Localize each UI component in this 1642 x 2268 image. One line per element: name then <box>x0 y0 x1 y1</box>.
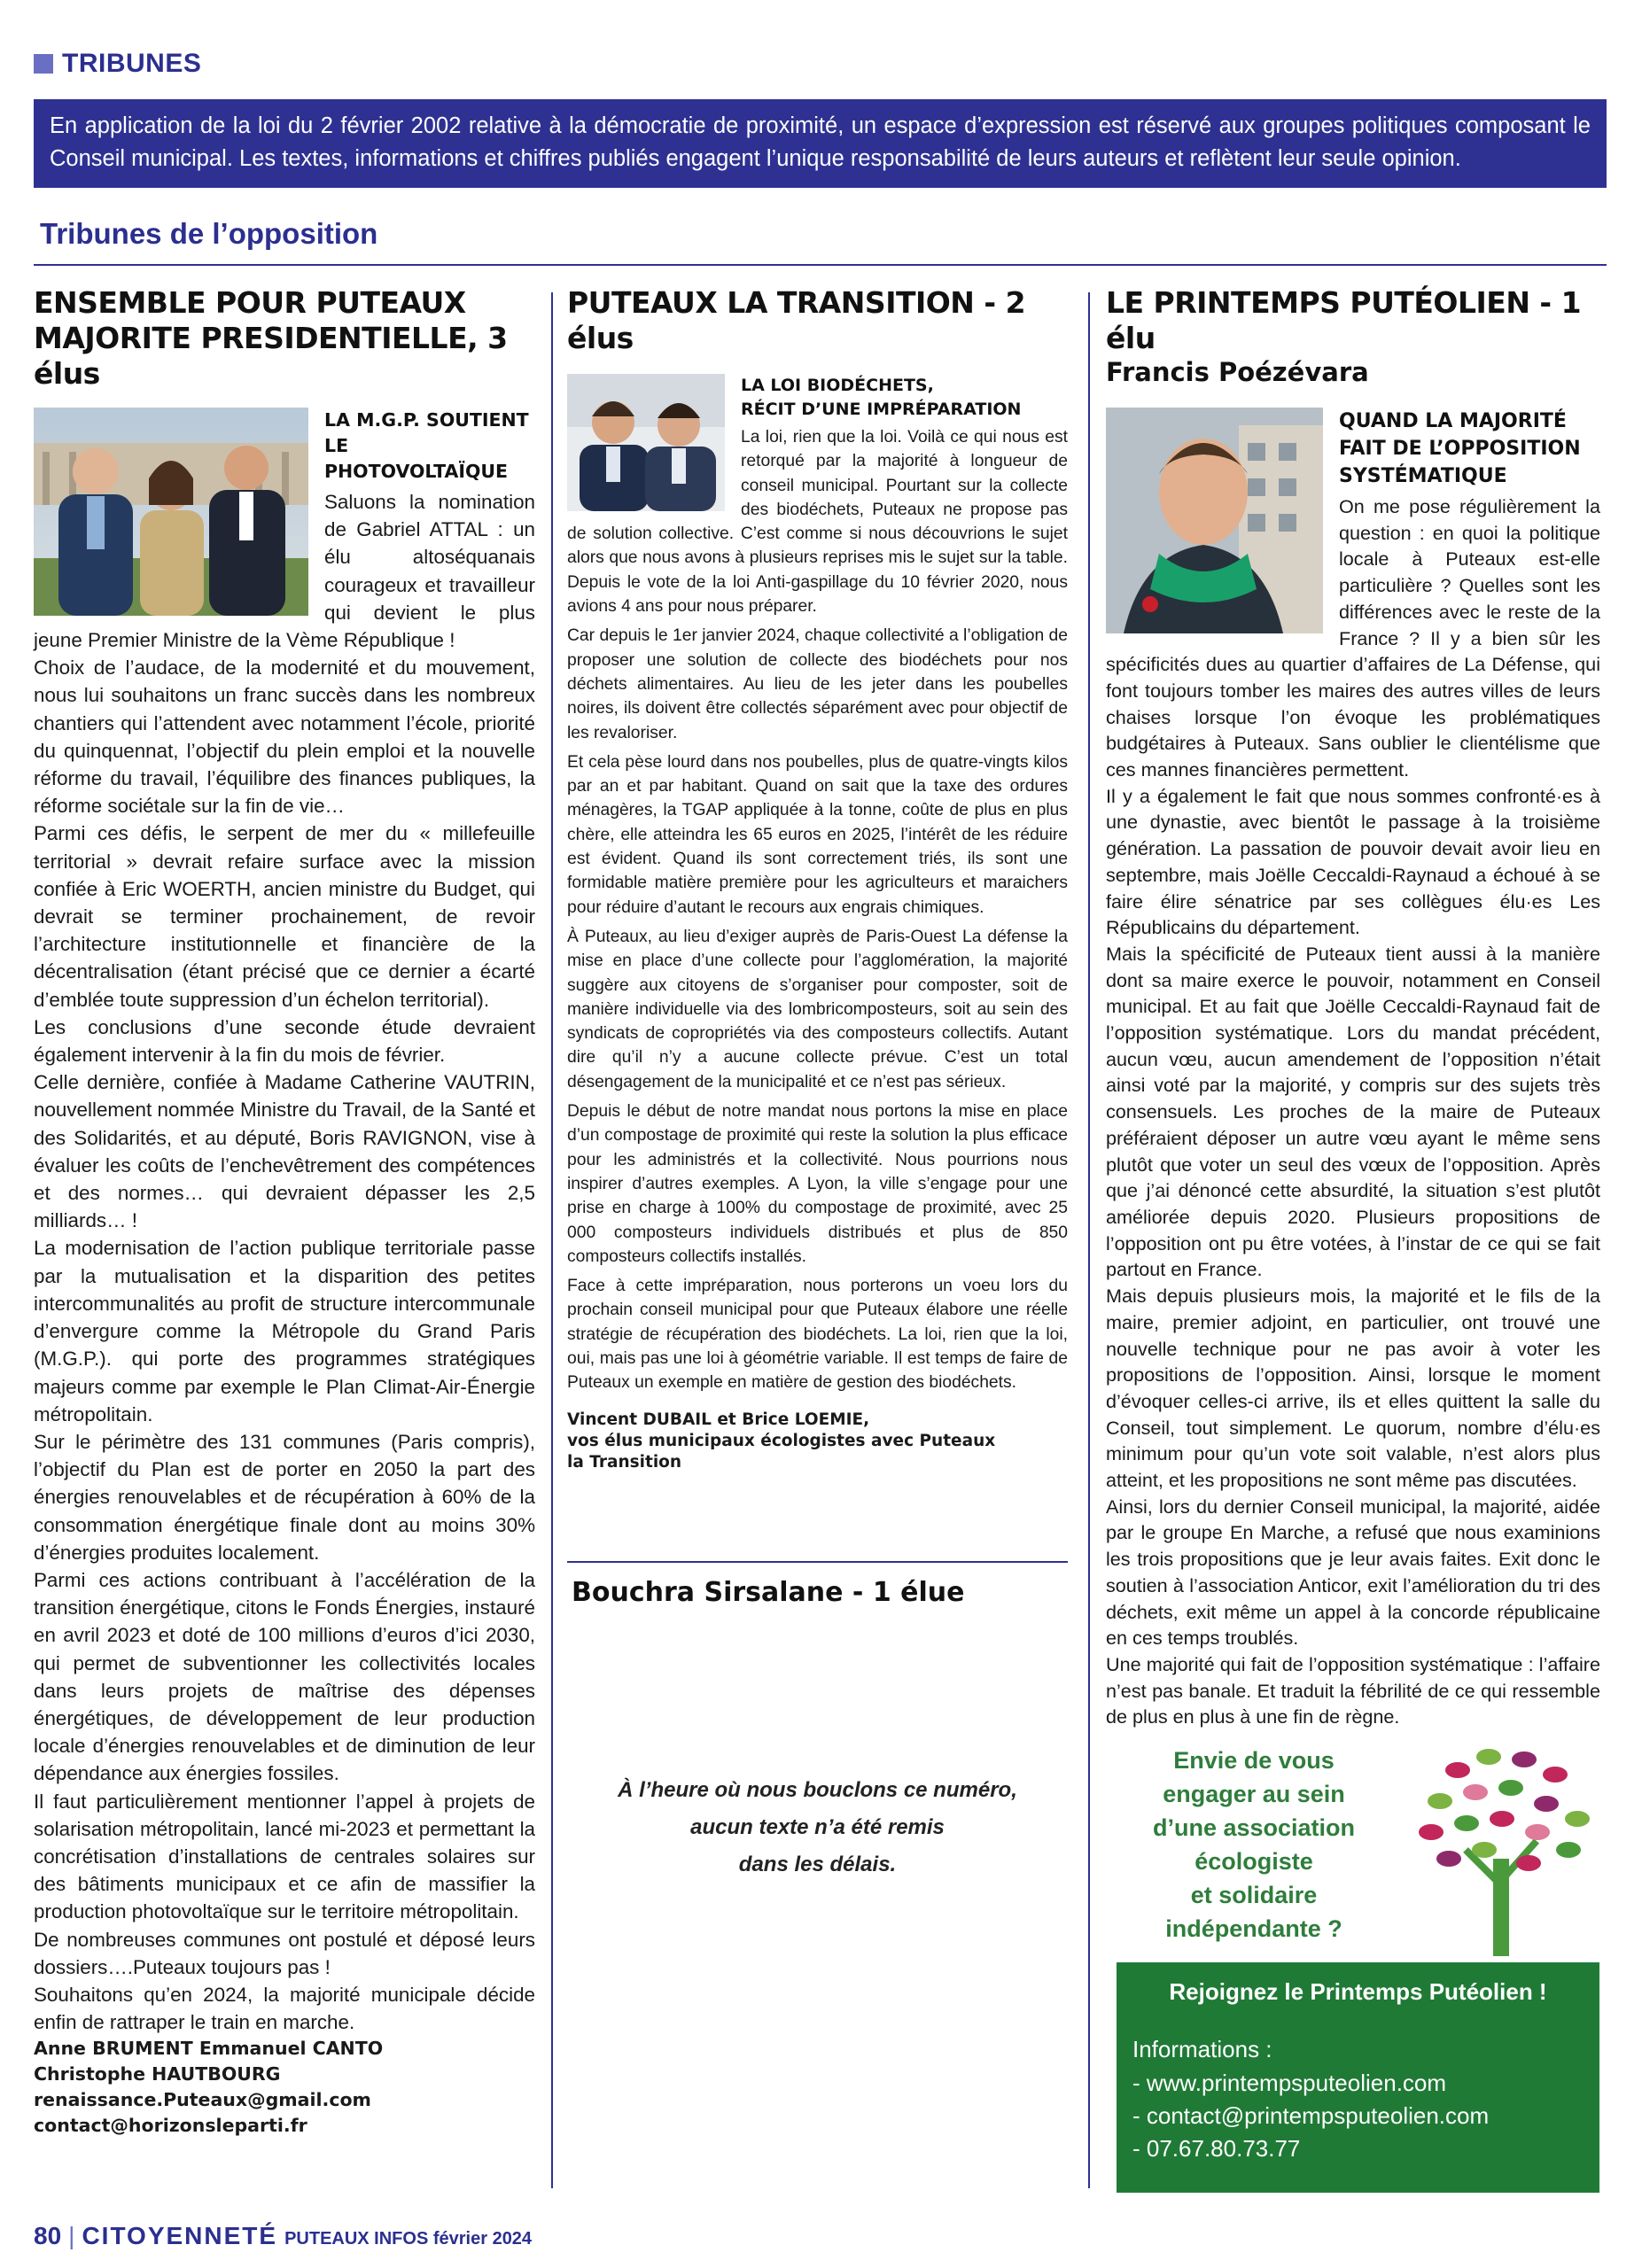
paragraph: Face à cette impréparation, nous porterons un voeu lors du prochain conseil municipal pour que Puteaux élabore une réelle stratégie de récupération des biodéchets. La loi, rien que la loi, oui, mais pas une loi à géométrie variable. Il est temps de faire de Puteaux un exemple en matière de gestion des biodéchets. <box>567 1277 1068 1393</box>
ad-website-link[interactable]: - www.printempsputeolien.com <box>1132 2070 1447 2096</box>
legal-banner: En application de la loi du 2 février 2002 relative à la démocratie de proximité, un espace d’expression est réservé aux groupes politiques composant le Conseil municipal. Les textes, informations et chiffres publiés engagent l’unique responsabilité de leurs auteurs et reflètent leur seule opinion. <box>34 99 1607 188</box>
paragraph: Les conclusions d’une seconde étude devraient également intervenir à la fin du mois de février. <box>34 1015 535 1067</box>
paragraph: Il y a également le fait que nous sommes confronté·es à une dynastie, avec bientôt le passage à la troisième génération. La passation de pouvoir devait avoir lieu en septembre, mais Joëlle Ceccaldi-Raynaud a échoué à se faire élire sénatrice par ses collègues élu·es Les Républicains du département. <box>1106 784 1600 939</box>
email-link[interactable]: renaissance.Puteaux@gmail.com <box>34 2089 371 2111</box>
article-headline: LA M.G.P. SOUTIENT LE PHOTOVOLTAÏQUE <box>324 409 529 482</box>
paragraph: Il faut particulièrement mentionner l’appel à projets de solarisation métropolitain, lancé mi-2023 et permettant la concrétisation d’installations de centrales solaires sur des bâtiments municipaux et ce afin de massifier la production photovoltaïque sur le territoire métropolitain. <box>34 1790 535 1923</box>
tree-icon <box>1405 1735 1599 1956</box>
email-link[interactable]: contact@horizonsleparti.fr <box>34 2115 307 2137</box>
tribune-title: PUTEAUX LA TRANSITION - 2 élus <box>567 285 1026 355</box>
article-headline: QUAND LA MAJORITÉ FAIT DE L’OPPOSITION SYSTÉMATIQUE <box>1339 410 1581 487</box>
paragraph: Parmi ces défis, le serpent de mer du « millefeuille territorial » devrait refaire surface avec la mission confiée à Eric WOERTH, ancien ministre du Budget, qui devrait se terminer prochainement, de revoir l’architecture institutionnelle et financière de la décentralisation (étant précisé que ce dernier a écarté d’emblée toute suppression d’un échelon territorial). <box>34 822 535 1011</box>
footer-section: CITOYENNETÉ <box>82 2222 278 2249</box>
association-ad <box>1112 1735 1599 1956</box>
paragraph: De nombreuses communes ont postulé et déposé leurs dossiers….Puteaux toujours pas ! <box>34 1928 535 1978</box>
paragraph: Choix de l’audace, de la modernité et du mouvement, nous lui souhaitons un franc succès dans les nombreux chantiers qui l’attendent avec notamment l’école, priorité du quinquennat, l’objectif du plein emploi et la nouvelle réforme du travail, l’équilibre des finances publiques, la réforme sociétale sur la fin de vie… <box>34 656 535 818</box>
paragraph: Car depuis le 1er janvier 2024, chaque collectivité a l’obligation de proposer une solution de collecte des biodéchets pour nos déchets alimentaires. Au lieu de les jeter dans les poubelles noires, ils doivent être collectés séparément avec pour objectif de les revaloriser. <box>567 626 1068 742</box>
page-subheading: Tribunes de l’opposition <box>40 217 378 250</box>
three-people-photo-icon <box>34 408 308 616</box>
paragraph: Ainsi, lors du dernier Conseil municipal, la majorité, aidée par le groupe En Marche, a refusé que nous examinions les trois propositions que je leur avais faites. Exit donc le soutien à l’association Anticor, exit l’amélioration du tri des déchets, exit même un appel à la concorde républicaine en ces temps troublés. <box>1106 1495 1600 1650</box>
portrait-photo <box>1106 408 1323 633</box>
tribune-title: ENSEMBLE POUR PUTEAUX MAJORITE PRESIDENTIELLE, 3 élus <box>34 285 508 391</box>
tribune-body <box>1106 408 1600 1730</box>
section-label: TRIBUNES <box>62 49 202 78</box>
group-photo <box>34 408 308 616</box>
paragraph: La loi, rien que la loi. Voilà ce qui nous est retorqué par la majorité à longueur de conseil municipal. Pourtant sur la collecte des biodéchets, Puteaux ne propose pas de solution collective. C’est comme si nous découvrions le sujet alors que nous avons à plusieurs reprises mis le sujet sur la table. Depuis le vote de la loi Anti-gaspillage du 10 février 2020, nous avions 4 ans pour nous préparer. <box>567 428 1068 617</box>
footer-separator: | <box>68 2222 75 2249</box>
subheading-divider <box>34 264 1607 266</box>
paragraph: Mais la spécificité de Puteaux tient aussi à la manière dont sa maire exerce le pouvoir, notamment en Conseil municipal. Et au fait que Joëlle Ceccaldi-Raynaud fait de l’opposition systématique. Lors du mandat précédent, aucun vœu, aucun amendement de l’opposition n’était ainsi voté par la majorité, y compris sur des sujets très consensuels. Les proches de la maire de Puteaux préféraient déposer un autre vœu ayant le même sens plutôt que voter un seul des vœux de l’opposition. Après que j’ai dénoncé cette absurdité, la situation s’est plutôt améliorée depuis 2020. Plusieurs propositions de l’opposition ont pu être votées, à l’instar de ce qui se fait partout en France. <box>1106 942 1600 1281</box>
tree-logo <box>1405 1735 1599 1961</box>
ad-join-text: Rejoignez le Printemps Putéolien ! <box>1169 1978 1547 2005</box>
ad-phone: - 07.67.80.73.77 <box>1132 2135 1301 2162</box>
paragraph: Saluons la nomination de Gabriel ATTAL : un élu altoséquanais courageux et travailleur qui devient le plus jeune Premier Ministre de la Vème République ! <box>34 491 535 652</box>
no-text-notice: À l’heure où nous bouclons ce numéro, aucun texte n’a été remis dans les délais. <box>618 1778 1017 1876</box>
paragraph: Souhaitons qu’en 2024, la majorité municipale décide enfin de rattraper le train en marche. <box>34 1983 535 2034</box>
paragraph: Sur le périmètre des 131 communes (Paris compris), l’objectif du Plan est de porter en 2050 la part des énergies renouvelables et de récupération à 60% de la consommation énergétique finale dont au moins 30% d’énergies produites localement. <box>34 1430 535 1564</box>
paragraph: Une majorité qui fait de l’opposition systématique : l’affaire n’est pas banale. Et traduit la fébrilité de ce qui ressemble de plus en plus à une fin de règne. <box>1106 1652 1600 1728</box>
article-headline: LA LOI BIODÉCHETS, RÉCIT D’UNE IMPRÉPARATION <box>741 376 1022 419</box>
two-people-photo-icon <box>567 374 725 511</box>
footer-magazine: PUTEAUX INFOS février 2024 <box>284 2229 533 2249</box>
paragraph: Et cela pèse lourd dans nos poubelles, plus de quatre-vingts kilos par an et par habitant. Quand on sait que la taxe des ordures ménagères, la TGAP appliquée à la tonne, coûte de plus en plus chère, elle atteindra les 65 euros en 2025, l’intérêt de les réduire est évident. Quand ils sont correctement triés, ils sont une formidable matière première pour les agriculteurs et maraichers pour réduire d’autant le recours aux engrais chimiques. <box>567 752 1068 917</box>
paragraph: On me pose régulièrement la question : en quoi la politique locale à Puteaux est-elle particulière ? Quelles sont les différences avec le reste de la France ? Il y a bien sûr les spécificités dues au quartier d’affaires de La Défense, qui font toujours tomber les maires des autres villes de leurs chaises lorsque l’on évoque les problématiques budgétaires à Puteaux. Sans oublier le clientélisme que ces mannes financières permettent. <box>1106 495 1600 781</box>
portrait-icon <box>1106 408 1323 633</box>
tribune-author: Francis Poézévara <box>1106 357 1369 387</box>
tribune-divider <box>567 1561 1068 1563</box>
tribune-title: LE PRINTEMPS PUTÉOLIEN - 1 élu <box>1106 285 1582 355</box>
duo-photo <box>567 374 725 511</box>
ad-contact-box <box>1117 1962 1599 2193</box>
ad-tagline: Envie de vous engager au sein d’une association écologiste et solidaire indépendante ? <box>1152 1747 1356 1942</box>
tribune-title-bouchra: Bouchra Sirsalane - 1 élue <box>572 1577 965 1608</box>
section-square-icon <box>34 54 53 74</box>
paragraph: Depuis le début de notre mandat nous portons la mise en place d’un compostage de proximité qui reste la solution la plus efficace pour les administrés et la collectivité. Nous pourrions nous inspirer d’autres exemples. A Lyon, la ville s’engage pour une prise en charge à 100% du compostage de proximité, avec 25 000 composteurs individuels distribués et plus de 850 composteurs collectifs installés. <box>567 1102 1068 1266</box>
tribune-puteaux-la-transition <box>567 285 1068 1473</box>
paragraph: La modernisation de l’action publique territoriale passe par la mutualisation et la disparition des petites intercommunalités au profit de structure intercommunale d’envergure comme la Métropole du Grand Paris (M.G.P.). qui porte des programmes stratégiques majeurs comme par exemple le Plan Climat-Air-Énergie métropolitain. <box>34 1237 535 1425</box>
paragraph: À Puteaux, au lieu d’exiger auprès de Paris-Ouest La défense la mise en place d’une collecte pour l’agglomération, la majorité suggère aux citoyens de s’organiser pour composter, soit de manière individuelle via des lombricomposteurs, soit au sein des syndicats de copropriétés via des composteurs collectifs. Autant dire qu’il n’y a aucune collecte prévue. C’est un total désengagement de la municipalité et ce n’est pas sérieux. <box>567 927 1068 1091</box>
page-footer <box>34 2222 532 2250</box>
tribune-printemps-puteolien <box>1106 285 1600 1730</box>
paragraph: Parmi ces actions contribuant à l’accélération de la transition énergétique, citons le Fonds Énergies, instauré en avril 2023 et doté de 100 millions d’euros d’ici 2030, qui permet de subventionner les collectivités locales dans leurs projets de maîtrise des dépenses énergétiques, de développement de leur production locale d’énergies renouvelables et de diminution de leur dépendance aux énergies fossiles. <box>34 1568 535 1785</box>
paragraph: Mais depuis plusieurs mois, la majorité et le fils de la maire, premier adjoint, en particulier, ont trouvé une nouvelle technique pour ne pas avoir à voter les propositions de l’opposition. Ainsi, lorsque le moment d’évoquer celles-ci arrive, ils et elles quittent la salle du Conseil, tout simplement. Le quorum, nombre d’élu·es minimum pour qu’un vote soit valable, n’est alors plus atteint, et les propositions ne sont même pas discutées. <box>1106 1285 1600 1492</box>
tribune-ensemble-pour-puteaux <box>34 285 535 2139</box>
paragraph: Celle dernière, confiée à Madame Catherine VAUTRIN, nouvellement nommée Ministre du Travail, de la Santé et des Solidarités, et au député, Boris RAVIGNON, vise à évaluer les coûts de l’enchevêtrement des compétences et des normes… qui devraient dépasser les 2,5 milliards… ! <box>34 1071 535 1232</box>
ad-info-title: Informations : <box>1132 2036 1272 2062</box>
signature: Vincent DUBAIL et Brice LOEMIE, vos élus municipaux écologistes avec Puteaux la Transition <box>567 1410 996 1472</box>
signature: Anne BRUMENT Emmanuel CANTO Christophe HAUTBOURG renaissance.Puteaux@gmail.com contact@horizonsleparti.fr <box>34 2036 535 2139</box>
tribune-body <box>567 374 1068 1473</box>
column-divider-2 <box>1088 292 1090 2188</box>
column-divider-1 <box>551 292 553 2188</box>
tribune-body <box>34 408 535 2139</box>
ad-email-link[interactable]: - contact@printempsputeolien.com <box>1132 2102 1490 2129</box>
section-tag <box>34 49 201 79</box>
page-number: 80 <box>34 2222 62 2249</box>
